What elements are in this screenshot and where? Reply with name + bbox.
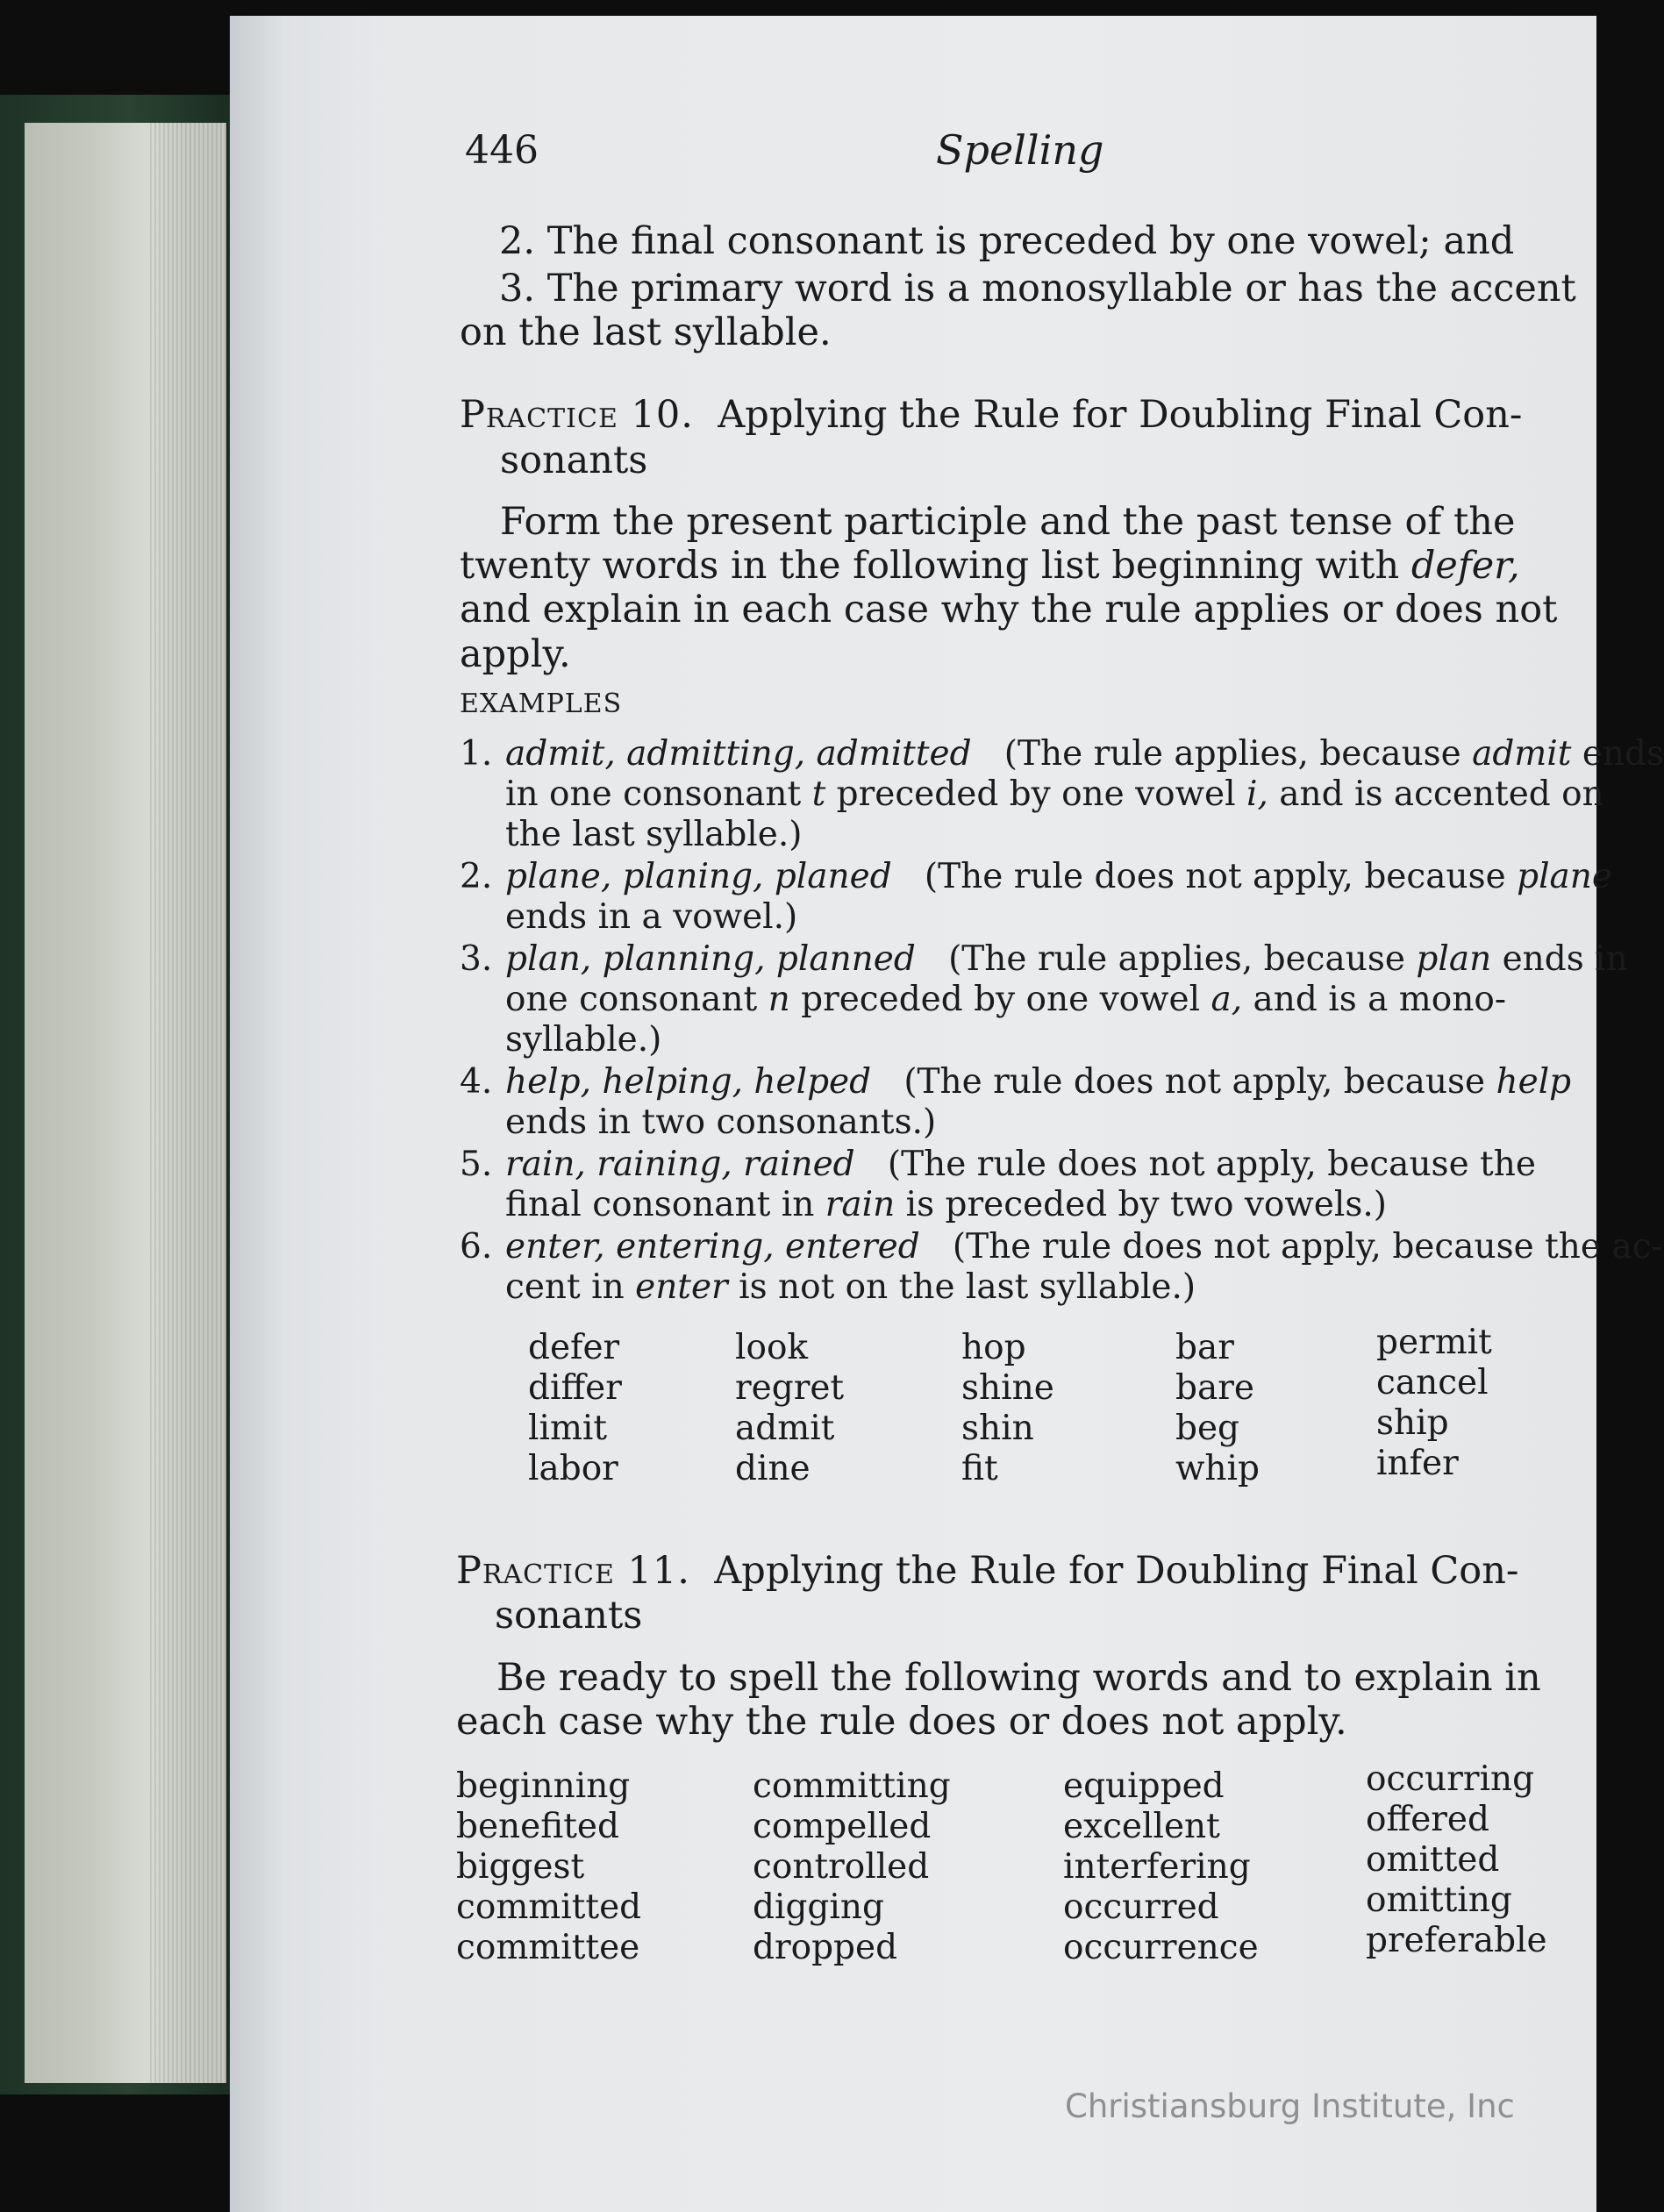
practice11-heading (456, 1549, 1544, 1593)
word-item: hop (961, 1328, 1026, 1367)
practice11-word-column-3 (1063, 1766, 1259, 1968)
word-item: defer (528, 1328, 620, 1367)
practice10-word-column-1 (528, 1328, 622, 1489)
word-item: occurrence (1063, 1928, 1259, 1967)
practice11-para-line1: Be ready to spell the following words and to explain in (496, 1656, 1541, 1700)
practice11-para-line2: each case why the rule does or does not apply. (456, 1700, 1347, 1744)
word-item: offered (1366, 1800, 1489, 1839)
practice10-word-column-2 (735, 1328, 844, 1489)
word-item: controlled (753, 1847, 930, 1887)
page-number: 446 (465, 128, 539, 173)
practice10-word-column-5 (1376, 1323, 1492, 1484)
word-item: cancel (1376, 1363, 1489, 1402)
example-6-line2: cent in enter is not on the last syllable.) (505, 1267, 1196, 1307)
practice11-word-column-4 (1366, 1759, 1547, 1961)
intro-line-2: 3. The primary word is a monosyllable or has the accent (499, 267, 1576, 310)
word-item: admit (735, 1409, 835, 1448)
word-item: beg (1175, 1409, 1240, 1448)
word-item: labor (528, 1449, 618, 1488)
word-item: equipped (1063, 1766, 1225, 1806)
intro-line-1: 2. The final consonant is preceded by one vowel; and (499, 219, 1515, 263)
word-item: bar (1175, 1328, 1234, 1367)
practice10-para-line4: apply. (460, 632, 571, 676)
word-item: omitted (1366, 1840, 1500, 1880)
word-item: permit (1376, 1323, 1492, 1362)
example-2-line2: ends in a vowel.) (505, 897, 798, 937)
example-1-number: 1. (460, 734, 493, 774)
example-5-line2: final consonant in rain is preceded by two vowels.) (505, 1185, 1387, 1224)
page-stack (25, 123, 226, 2083)
example-3-number: 3. (460, 939, 493, 979)
example-4-number: 4. (460, 1062, 493, 1102)
word-item: differ (528, 1368, 622, 1408)
example-6-line1: enter, entering, entered (The rule does not apply, because the ac- (505, 1227, 1663, 1267)
practice10-para-line1: Form the present participle and the past tense of the (500, 500, 1516, 544)
example-5-line1: rain, raining, rained (The rule does not apply, because the (505, 1145, 1536, 1184)
example-1-line1: admit, admitting, admitted (The rule applies, because admit ends (505, 734, 1664, 774)
watermark-text: Christiansburg Institute, Inc (1065, 2087, 1515, 2125)
example-1-line3: the last syllable.) (505, 815, 803, 854)
practice10-word-column-3 (961, 1328, 1054, 1489)
practice11-title: Applying the Rule for Doubling Final Con- (714, 1549, 1519, 1593)
example-4-line1: help, helping, helped (The rule does not apply, because help (505, 1062, 1572, 1102)
running-head: Spelling (936, 126, 1104, 174)
example-2-number: 2. (460, 857, 493, 896)
book-page (230, 16, 1664, 2212)
practice10-heading (460, 393, 1552, 437)
intro-line-3: on the last syllable. (460, 310, 832, 354)
practice11-word-column-1 (456, 1766, 641, 1968)
practice10-title: Applying the Rule for Doubling Final Con- (718, 393, 1523, 437)
practice10-title-cont: sonants (500, 439, 648, 482)
word-item: fit (961, 1449, 998, 1488)
example-3-line1: plan, planning, planned (The rule applies, because plan ends in (505, 939, 1628, 979)
word-item: omitting (1366, 1880, 1512, 1920)
word-item: shin (961, 1409, 1034, 1448)
word-item: whip (1175, 1449, 1260, 1488)
word-item: beginning (456, 1766, 631, 1806)
word-item: committed (456, 1887, 642, 1927)
word-item: committee (456, 1928, 640, 1967)
examples-label: EXAMPLES (460, 689, 623, 719)
word-item: committing (753, 1766, 951, 1806)
word-item: ship (1376, 1403, 1449, 1443)
example-4-line2: ends in two consonants.) (505, 1102, 937, 1142)
practice11-title-cont: sonants (495, 1594, 643, 1638)
word-item: regret (735, 1368, 845, 1408)
example-1-line2: in one consonant t preceded by one vowel i, and is accented on (505, 774, 1604, 814)
example-3-line2: one consonant n preceded by one vowel a, and is a mono- (505, 980, 1507, 1019)
practice11-label: Practice 11. (456, 1549, 690, 1593)
example-3-line3: syllable.) (505, 1020, 662, 1060)
word-item: excellent (1063, 1807, 1220, 1846)
word-item: infer (1376, 1444, 1459, 1483)
word-item: bare (1175, 1368, 1254, 1408)
example-6-number: 6. (460, 1227, 493, 1267)
word-item: benefited (456, 1807, 619, 1846)
example-5-number: 5. (460, 1145, 493, 1184)
word-item: dropped (753, 1928, 898, 1967)
practice11-word-column-2 (753, 1766, 951, 1968)
word-item: compelled (753, 1807, 932, 1846)
word-item: dine (735, 1449, 811, 1488)
word-item: interfering (1063, 1847, 1251, 1887)
example-2-line1: plane, planing, planed (The rule does not apply, because plane (505, 857, 1612, 896)
word-item: look (735, 1328, 809, 1367)
word-item: biggest (456, 1847, 585, 1887)
word-item: shine (961, 1368, 1054, 1408)
practice10-para-line2: twenty words in the following list beginning with defer, (460, 544, 1520, 588)
word-item: digging (753, 1887, 884, 1927)
practice10-label: Practice 10. (460, 393, 694, 437)
practice10-para-line3: and explain in each case why the rule applies or does not (460, 588, 1558, 631)
practice10-word-column-4 (1175, 1328, 1260, 1489)
word-item: occurred (1063, 1887, 1219, 1927)
word-item: limit (528, 1409, 608, 1448)
word-item: preferable (1366, 1921, 1547, 1960)
word-item: occurring (1366, 1759, 1535, 1799)
